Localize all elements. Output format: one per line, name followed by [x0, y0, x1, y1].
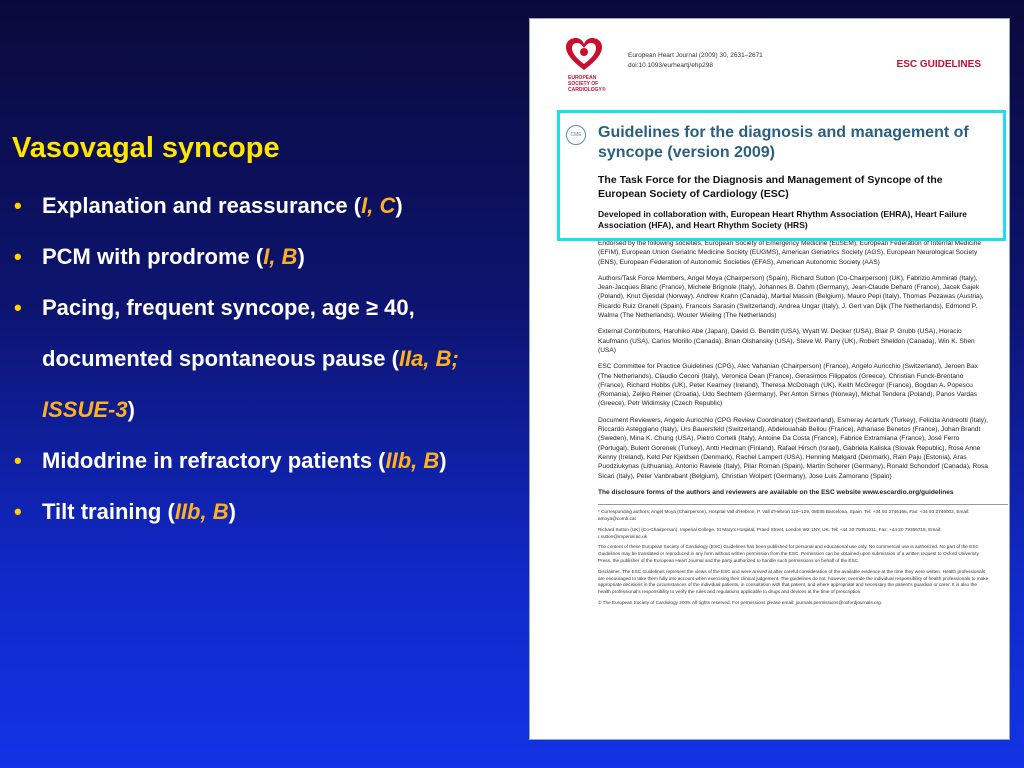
footnote-copyright: © The European Society of Cardiology 2009. All rights reserved. For permissions please email: journals.permissions@oxfordjournals.org. — [598, 599, 883, 605]
document-header — [554, 33, 991, 105]
document-reviewers-paragraph: Document Reviewers, Angelo Auricchio (CPG Review Coordinator) (Switzerland), Esmeray Acarturk (Turkey), Felicita Andreotti (Italy), Riccardo Asteggiano (Italy), Urs Bauersfeld (Switzerland), Abdelouahab Bellou (France), Athanase Benetos (France), Johan Brandt (Sweden), Mina K. Chung (USA), Pietro Cortelli (Italy), Antoine Da Costa (France), Fabrice Extramiana (France), José Ferro (Portugal), Bulent Gorenek (Turkey), Antti Hedman (Finland), Rafael Hirsch (Israel), Gabriela Kaliska (Slovak Republic), Rose Anne Kenny (Ireland), Keld Per Kjeldsen (Denmark), Rachel Lampert (USA), Henning Mølgard (Denmark), Rain Paju (Estonia), Aras Puodziukynas (Lithuania), Antonio Raviele (Italy), Pilar Roman (Spain), Martin Scherer (Germany), Ronald Schondorf (Canada), Rosa Sicari (Italy), Peter Vanbrabant (Belgium), Christian Wolpert (Germany), Jose Luis Zamorano (Spain) — [598, 416, 989, 480]
disclosure-note: The disclosure forms of the authors and reviewers are available on the ESC website www.escardio.org/guidelines — [598, 488, 954, 496]
bullet-close: ) — [228, 499, 236, 524]
bullet-text: Explanation and reassurance ( — [42, 193, 362, 218]
evidence-class: I, C — [361, 193, 396, 218]
bullet-item — [12, 486, 522, 537]
recommendation-list — [12, 180, 522, 537]
bullet-item — [12, 435, 522, 486]
bullet-item — [12, 282, 522, 435]
bullet-item — [12, 231, 522, 282]
bullet-text: Tilt training ( — [42, 499, 175, 524]
endorsement-paragraph: Endorsed by the following societies, European Society of Emergency Medicine (EuSEM), European Federation of Internal Medicine (EFIM), European Union Geriatric Medicine Society (EUGMS), American Geriatrics Society (AGS), European Neurological Society (ENS), European Federation of Autonomic Societies (EFAS), American Autonomic Society (AAS) — [598, 240, 982, 266]
journal-citation — [628, 51, 763, 71]
cme-icon: CME — [566, 125, 586, 145]
bullet-text: Midodrine in refractory patients ( — [42, 448, 386, 473]
document-title: Guidelines for the diagnosis and management of syncope (version 2009) — [598, 124, 969, 161]
doi-line: doi:10.1093/eurheartj/ehp298 — [628, 62, 713, 69]
bullet-dot-icon: • — [14, 193, 22, 218]
external-contributors-paragraph: External Contributors, Haruhiko Abe (Japan), David G. Benditt (USA), Wyatt W. Decker (USA), Blair P. Grubb (USA), Horacio Kaufmann (USA), Carlos Morillo (Canada), Brian Olshansky (USA), Steve W. Parry (UK), Robert Sheldon (Canada), Win K. Shen (USA) — [598, 328, 975, 354]
bullet-close: ) — [127, 397, 135, 422]
bullet-close: ) — [297, 244, 305, 269]
cpg-committee-paragraph: ESC Committee for Practice Guidelines (CPG), Alec Vahanian (Chairperson) (France), Angelo Auricchio (Switzerland), Jeroen Bax (The Netherlands), Claudio Ceconi (Italy), Veronica Dean (France), Gerasimos Filippatos (Greece), Christian Funck-Brentano (France), Richard Hobbs (UK), Peter Kearney (Ireland), Theresa McDonagh (UK), Keith McGregor (France), Bogdan A. Popescu (Romania), Zeljko Reiner (Croatia), Udo Sechtem (Germany), Per Anton Sirnes (Norway), Michal Tendera (Poland), Panos Vardas (Greece), Petr Widimsky (Czech Republic) — [598, 363, 978, 408]
slide-heading: Vasovagal syncope — [12, 132, 280, 164]
bullet-close: ) — [439, 448, 447, 473]
bullet-dot-icon: • — [14, 499, 22, 524]
bullet-text: PCM with prodrome ( — [42, 244, 264, 269]
bullet-dot-icon: • — [14, 244, 22, 269]
bullet-text: Pacing, frequent syncope, age ≥ 40, documented spontaneous pause ( — [42, 295, 415, 371]
footnote-divider — [598, 504, 1008, 505]
footnote-disclaimer: Disclaimer. The ESC Guidelines represent the views of the ESC and were arrived at after careful consideration of the available evidence at the time they were written. Health professionals are encouraged to take them fully into account when exercising their clinical judgement. The guidelines do not, however, override the individual responsibility of health professionals to make appropriate decisions in the circumstances of the individual patients, in consultation with that patient, and where appropriate and necessary the patient's guardian or carer. It is also the health professional's responsibility to verify the rules and regulations applicable to drugs and devices at the time of prescription. — [598, 568, 989, 595]
bullet-dot-icon: • — [14, 448, 22, 473]
footnote-copyright-notice: The content of these European Society of Cardiology (ESC) Guidelines has been published for personal and educational use only. No commercial use is authorized. No part of the ESC Guidelines may be translated or reproduced in any form without written permission from the ESC. Permission can be obtained upon submission of a written request to Oxford University Press, the publisher of the European Heart Journal and the party authorized to handle such permissions on behalf of the ESC. — [598, 544, 979, 563]
esc-logo-text: EUROPEAN SOCIETY OF CARDIOLOGY® — [568, 75, 606, 93]
bullet-close: ) — [395, 193, 403, 218]
bullet-dot-icon: • — [14, 295, 22, 320]
title-highlight-box — [557, 110, 1006, 241]
authors-paragraph: Authors/Task Force Members, Angel Moya (Chairperson) (Spain), Richard Sutton (Co-Chairperson) (UK), Fabrizio Ammirati (Italy), Jean-Jacques Blanc (France), Michele Brignole (Italy), Johannes B. Dahm (Germany), Jean-Claude Deharo (France), Jacek Gajek (Poland), Knut Gjesdal (Norway), Andrew Krahn (Canada), Martial Massin (Belgium), Mauro Pepi (Italy), Thomas Pezawas (Austria), Ricardo Ruiz Granell (Spain), Francois Sarasin (Switzerland), Andrea Ungar (Italy), J. Gert van Dijk (The Netherlands), Edmond P. Walma (The Netherlands), Wouter Wieling (The Netherlands) — [598, 274, 984, 320]
footnote-corresponding-1: * Corresponding authors: Angel Moya (Chairperson), Hospital Vall d'Hebron, P. Vall d'Hebron 119–129, 08035 Barcelona, Spain. Tel: +34 93 2746166, Fax: +34 93 2746002, Email: amoya@comb.cat — [598, 509, 970, 521]
task-force-subtitle: The Task Force for the Diagnosis and Management of Syncope of the European Society of Cardiology (ESC) — [598, 174, 943, 200]
footnote-corresponding-2: Richard Sutton (UK) (Co-Chairperson), Imperial College, St Mary's Hospital, Praed Street, London W2 1NY, UK. Tel: +44 20 79351011, Fax: +44 20 79356718, Email: r.sutton@imperial.ac.uk — [598, 526, 942, 539]
esc-heart-logo-icon — [564, 37, 604, 73]
journal-line: European Heart Journal (2009) 30, 2631–2671 — [628, 52, 763, 59]
evidence-class: IIb, B — [174, 499, 229, 524]
evidence-class: IIa, B; ISSUE-3 — [42, 346, 459, 422]
bullet-item — [12, 180, 522, 231]
esc-guidelines-badge: ESC GUIDELINES — [896, 59, 981, 70]
evidence-class: IIb, B — [385, 448, 440, 473]
slide-text-panel — [12, 130, 522, 537]
evidence-class: I, B — [263, 244, 298, 269]
collaboration-note: Developed in collaboration with, European Heart Rhythm Association (EHRA), Heart Failure Association (HFA), and Heart Rhythm Society (HRS) — [598, 209, 968, 230]
